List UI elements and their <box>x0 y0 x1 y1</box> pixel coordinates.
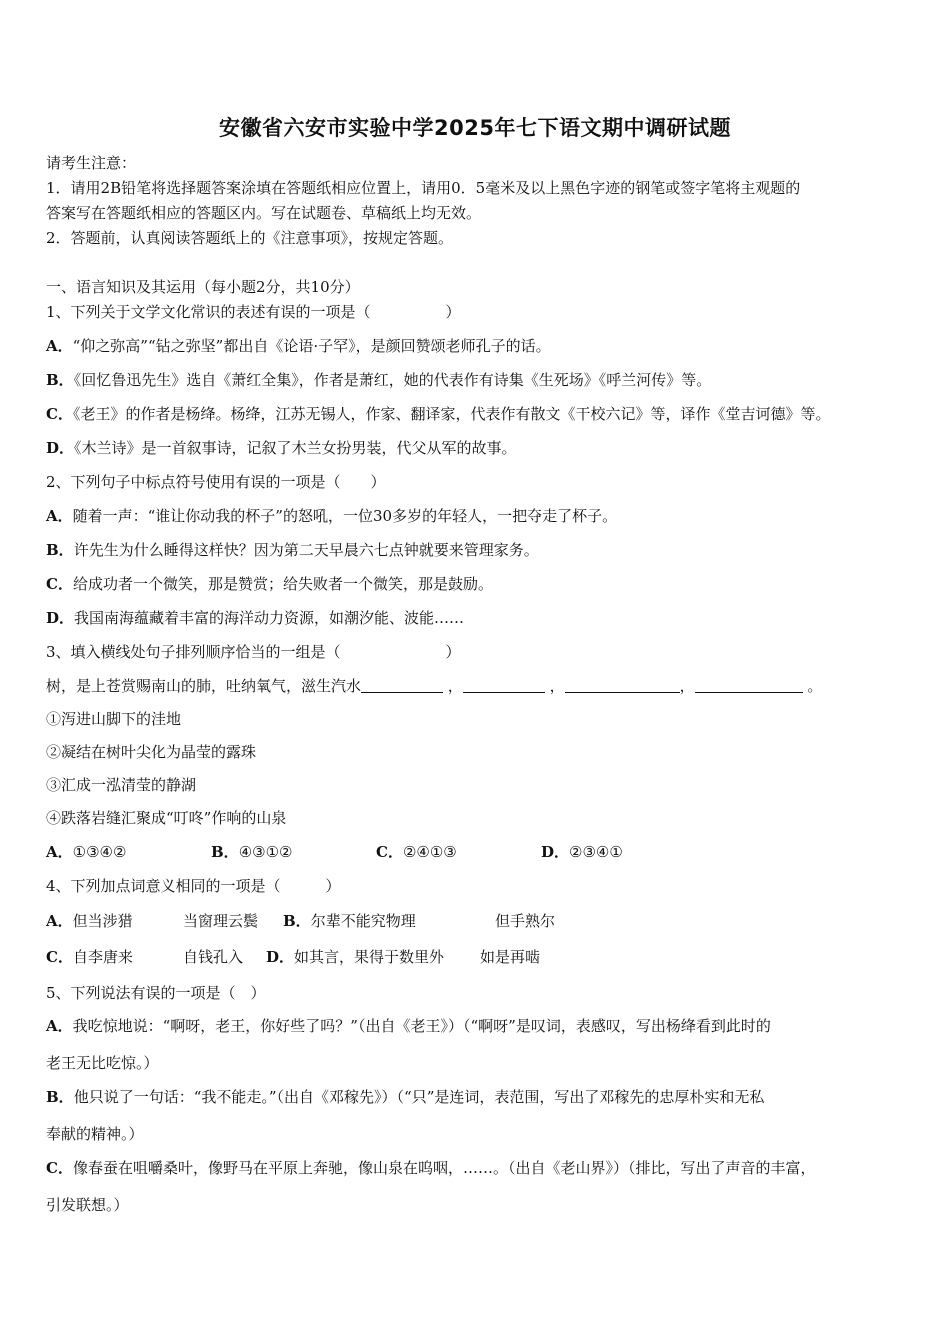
option-text: 我国南海蕴藏着丰富的海洋动力资源，如潮汐能、波能…… <box>74 609 465 627</box>
option-label: A． <box>46 843 73 861</box>
question-3-item-2: ②凝结在树叶尖化为晶莹的露珠 <box>46 743 257 761</box>
option-text: 他只说了一句话：“我不能走。”（出自《邓稼先》）（“只”是连词，表范围，写出了邓稼先的忠厚朴实和无私 <box>73 1088 765 1106</box>
section-heading: 一、语言知识及其运用（每小题2分，共10分） <box>46 278 360 296</box>
question-5-option-c-line-2: 引发联想。） <box>46 1196 129 1214</box>
question-2-stem: 2、下列句子中标点符号使用有误的一项是（ ） <box>46 473 386 491</box>
option-word-1: 尔辈不能究物理 <box>310 912 416 930</box>
notice-heading: 请考生注意： <box>46 154 137 172</box>
option-label: A． <box>46 337 73 355</box>
question-1-option-d <box>46 437 517 458</box>
option-label: C． <box>46 405 73 423</box>
question-3-item-1: ①泻进山脚下的洼地 <box>46 710 182 728</box>
question-2-option-a <box>46 505 617 526</box>
option-label: D． <box>266 948 295 966</box>
question-3-item-3: ③汇成一泓清莹的静湖 <box>46 776 197 794</box>
question-2-option-d <box>46 607 464 628</box>
option-text: 像春蚕在咀嚼桑叶，像野马在平原上奔驰，像山泉在呜咽，……。（出自《老山界》）（排比，写出了声音的丰富， <box>72 1159 816 1177</box>
question-1-stem: 1、下列关于文学文化常识的表述有误的一项是（ ） <box>46 303 461 321</box>
option-label: D． <box>46 609 75 627</box>
option-text: 随着一声：“谁让你动我的杯子”的怒吼，一位30多岁的年轻人，一把夺走了杯子。 <box>72 507 618 525</box>
option-label: B． <box>46 1088 74 1106</box>
option-label: D． <box>46 439 75 457</box>
question-5-option-b-line-1 <box>46 1086 764 1107</box>
question-2-option-c <box>46 573 493 594</box>
option-text: “仰之弥高”“钻之弥坚”都出自《论语·子罕》，是颜回赞颂老师孔子的话。 <box>72 337 551 355</box>
question-3-option-d <box>541 841 623 862</box>
question-4-option-a <box>46 910 133 931</box>
option-text: ①③④② <box>72 843 127 861</box>
option-label: B． <box>211 843 239 861</box>
question-5-option-a-line-2: 老王无比吃惊。） <box>46 1054 159 1072</box>
option-text: ④③①② <box>238 843 293 861</box>
option-text: 给成功者一个微笑，那是赞赏；给失败者一个微笑，那是鼓励。 <box>72 575 493 593</box>
question-3-option-b <box>211 841 292 862</box>
question-4-stem: 4、下列加点词意义相同的一项是（ ） <box>46 877 341 895</box>
option-word-1: 但当涉猎 <box>72 912 133 930</box>
question-1-option-c <box>46 403 830 424</box>
question-4-option-d-word-2: 如是再啮 <box>480 948 541 966</box>
option-label: B． <box>46 541 74 559</box>
option-text: 《木兰诗》是一首叙事诗，记叙了木兰女扮男装，代父从军的故事。 <box>74 439 517 457</box>
fill-blank-3 <box>565 678 680 693</box>
notice-item-2: 2．答题前，认真阅读答题纸上的《注意事项》，按规定答题。 <box>46 229 454 247</box>
separator: ， <box>549 677 565 695</box>
option-label: C． <box>46 948 73 966</box>
question-4-option-c <box>46 946 133 967</box>
question-5-option-c-line-1 <box>46 1157 815 1178</box>
question-3-option-c <box>376 841 457 862</box>
option-label: D． <box>541 843 570 861</box>
option-label: B． <box>283 912 311 930</box>
sentence-end: 。 <box>807 677 823 695</box>
option-label: B． <box>46 371 74 389</box>
fill-blank-4 <box>695 678 803 693</box>
question-4-option-c-word-2: 自钱孔入 <box>183 948 244 966</box>
notice-item-1-line-2: 答案写在答题纸相应的答题区内。写在试题卷、草稿纸上均无效。 <box>46 204 482 222</box>
question-4-option-a-word-2: 当窗理云鬓 <box>183 912 259 930</box>
separator: ， <box>679 677 695 695</box>
option-text: ②③④① <box>569 843 623 861</box>
question-3-option-a <box>46 841 126 862</box>
option-text: 《老王》的作者是杨绛。杨绛，江苏无锡人，作家、翻译家，代表作有散文《干校六记》等，译作《堂吉诃德》等。 <box>72 405 831 423</box>
option-label: C． <box>46 575 73 593</box>
question-4-option-b-word-2: 但手熟尔 <box>495 912 556 930</box>
option-text: 《回忆鲁迅先生》选自《萧红全集》，作者是萧红，她的代表作有诗集《生死场》《呼兰河传》等。 <box>73 371 712 389</box>
question-1-option-a <box>46 335 551 356</box>
option-word-1: 自李唐来 <box>72 948 133 966</box>
option-text: 我吃惊地说：“啊呀，老王，你好些了吗？”（出自《老王》）（“啊呀”是叹词，表感叹，写出杨绛看到此时的 <box>72 1017 771 1035</box>
notice-item-1-line-1: 1．请用2B铅笔将选择题答案涂填在答题纸相应位置上，请用0．5毫米及以上黑色字迹的钢笔或签字笔将主观题的 <box>46 179 801 197</box>
option-label: A． <box>46 1017 73 1035</box>
question-4-option-b <box>283 910 416 931</box>
option-text: ②④①③ <box>402 843 457 861</box>
option-label: C． <box>46 1159 73 1177</box>
option-word-1: 如其言，果得于数里外 <box>294 948 445 966</box>
question-5-option-b-line-2: 奉献的精神。） <box>46 1125 144 1143</box>
question-1-option-b <box>46 369 711 390</box>
page-title: 安徽省六安市实验中学2025年七下语文期中调研试题 <box>219 116 731 140</box>
question-2-option-b <box>46 539 539 560</box>
option-label: A． <box>46 507 73 525</box>
option-text: 许先生为什么睡得这样快？因为第二天早晨六七点钟就要来管理家务。 <box>73 541 539 559</box>
option-label: C． <box>376 843 403 861</box>
question-5-stem: 5、下列说法有误的一项是（ ） <box>46 984 266 1002</box>
question-3-stem: 3、填入横线处句子排列顺序恰当的一组是（ ） <box>46 643 461 661</box>
question-4-option-d <box>266 946 444 967</box>
fill-blank-1 <box>361 678 443 693</box>
question-3-sentence <box>46 675 822 696</box>
fill-blank-2 <box>463 678 545 693</box>
question-5-option-a-line-1 <box>46 1015 771 1036</box>
sentence-start: 树，是上苍赏赐南山的肺，吐纳氧气，滋生汽水 <box>46 677 362 695</box>
question-3-item-4: ④跌落岩缝汇聚成“叮咚”作响的山泉 <box>46 809 287 827</box>
separator: ， <box>447 677 463 695</box>
option-label: A． <box>46 912 73 930</box>
